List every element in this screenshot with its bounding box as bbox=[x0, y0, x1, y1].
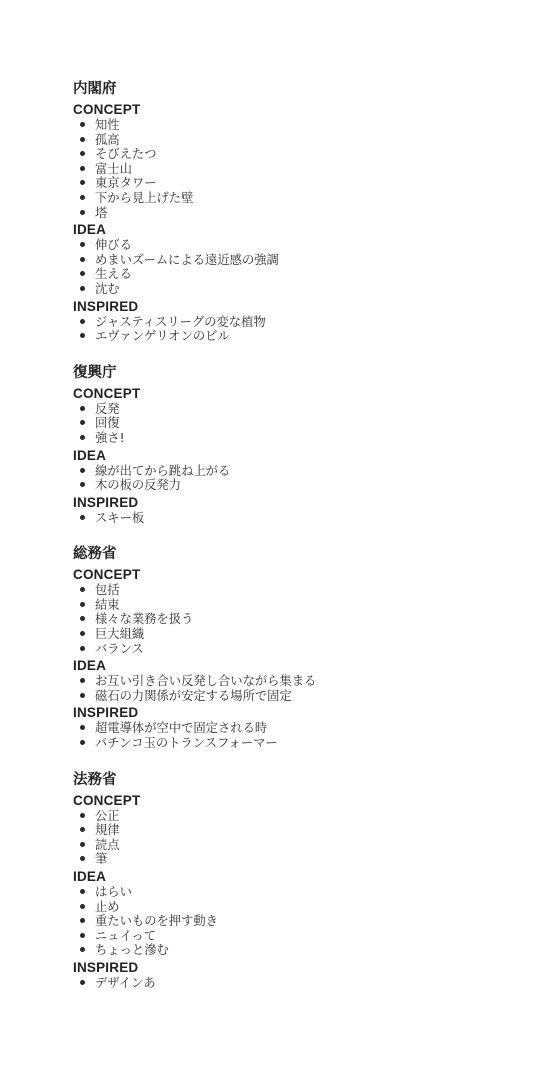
list-item bbox=[73, 315, 540, 330]
list-item bbox=[73, 823, 540, 838]
group-heading-idea: IDEA bbox=[73, 447, 107, 463]
list-item bbox=[73, 809, 540, 824]
list-item bbox=[73, 191, 540, 206]
bullet-icon bbox=[80, 195, 85, 200]
list-item bbox=[73, 253, 540, 268]
list-item bbox=[73, 147, 540, 162]
bullet-icon bbox=[80, 406, 85, 411]
bullet-icon bbox=[80, 151, 85, 156]
bullet-icon bbox=[80, 180, 85, 185]
bullet-icon bbox=[80, 842, 85, 847]
bullet-list bbox=[73, 674, 540, 703]
bullet-icon bbox=[80, 904, 85, 909]
list-item-text: デザインあ bbox=[95, 975, 156, 990]
list-item-text: 結束 bbox=[95, 597, 120, 612]
list-item-text: 規律 bbox=[95, 823, 120, 838]
group-heading-inspired: INSPIRED bbox=[73, 705, 139, 721]
list-item bbox=[73, 721, 540, 736]
bullet-icon bbox=[80, 646, 85, 651]
bullet-icon bbox=[80, 333, 85, 338]
list-item-text: 富士山 bbox=[95, 161, 132, 176]
list-item bbox=[73, 627, 540, 642]
ministry-section bbox=[73, 80, 540, 344]
bullet-list bbox=[73, 402, 540, 446]
list-item-text: ちょっと滲む bbox=[95, 943, 169, 958]
bullet-list bbox=[73, 315, 540, 344]
bullet-list bbox=[73, 809, 540, 867]
list-item-text: 木の板の反発力 bbox=[95, 478, 182, 493]
list-item bbox=[73, 238, 540, 253]
list-item bbox=[73, 943, 540, 958]
list-item bbox=[73, 464, 540, 479]
list-item bbox=[73, 402, 540, 417]
group-heading-idea: IDEA bbox=[73, 222, 107, 238]
list-item-text: 沈む bbox=[95, 281, 120, 296]
group-heading-inspired: INSPIRED bbox=[73, 298, 139, 314]
bullet-list bbox=[73, 976, 540, 991]
bullet-list bbox=[73, 464, 540, 493]
list-item-text: 磁石の力関係が安定する場所で固定 bbox=[95, 688, 292, 703]
bullet-list bbox=[73, 238, 540, 296]
bullet-icon bbox=[80, 420, 85, 425]
list-item bbox=[73, 900, 540, 915]
list-item-text: 重たいものを押す動き bbox=[95, 914, 218, 929]
list-item bbox=[73, 267, 540, 282]
list-item-text: 様々な業務を扱う bbox=[95, 612, 194, 627]
bullet-icon bbox=[80, 813, 85, 818]
bullet-icon bbox=[80, 482, 85, 487]
bullet-icon bbox=[80, 918, 85, 923]
list-item-text: お互い引き合い反発し合いながら集まる bbox=[95, 674, 317, 689]
bullet-icon bbox=[80, 166, 85, 171]
list-item-text: エヴァンゲリオンのビル bbox=[95, 329, 230, 344]
bullet-icon bbox=[80, 210, 85, 215]
list-item bbox=[73, 206, 540, 221]
ministry-title: 法務省 bbox=[73, 771, 117, 788]
bullet-icon bbox=[80, 980, 85, 985]
list-item bbox=[73, 583, 540, 598]
bullet-list bbox=[73, 583, 540, 656]
ministry-title: 総務省 bbox=[73, 546, 117, 563]
bullet-icon bbox=[80, 678, 85, 683]
list-item-text: スキー板 bbox=[95, 510, 145, 525]
bullet-icon bbox=[80, 257, 85, 262]
list-item-text: はらい bbox=[95, 885, 132, 899]
ministry-title: 復興庁 bbox=[73, 364, 117, 381]
ministry-section bbox=[73, 771, 540, 991]
list-item bbox=[73, 885, 540, 900]
list-item-text: 東京タワー bbox=[95, 176, 157, 191]
list-item-text: 止め bbox=[95, 899, 120, 914]
group-heading-concept: CONCEPT bbox=[73, 385, 141, 401]
bullet-icon bbox=[80, 947, 85, 952]
list-item-text: 強さ! bbox=[95, 430, 125, 445]
list-item bbox=[73, 689, 540, 704]
bullet-icon bbox=[80, 271, 85, 276]
bullet-icon bbox=[80, 122, 85, 127]
bullet-icon bbox=[80, 933, 85, 938]
list-item bbox=[73, 736, 540, 751]
list-item bbox=[73, 162, 540, 177]
bullet-list bbox=[73, 511, 540, 526]
ministry-section bbox=[73, 545, 540, 750]
list-item bbox=[73, 133, 540, 148]
bullet-icon bbox=[80, 515, 85, 520]
bullet-icon bbox=[80, 319, 85, 324]
list-item-text: そびえたつ bbox=[95, 147, 157, 162]
list-item-text: ニュイって bbox=[95, 928, 156, 943]
group-heading-concept: CONCEPT bbox=[73, 102, 141, 117]
list-item-text: ジャスティスリーグの変な植物 bbox=[95, 314, 266, 329]
list-item-text: めまいズームによる遠近感の強調 bbox=[95, 252, 279, 267]
bullet-icon bbox=[80, 693, 85, 698]
list-item-text: 伸びる bbox=[95, 238, 132, 253]
bullet-list bbox=[73, 885, 540, 958]
bullet-icon bbox=[80, 602, 85, 607]
group-heading-idea: IDEA bbox=[73, 658, 107, 674]
list-item bbox=[73, 838, 540, 853]
bullet-icon bbox=[80, 856, 85, 861]
bullet-icon bbox=[80, 616, 85, 621]
bullet-icon bbox=[80, 137, 85, 142]
list-item bbox=[73, 642, 540, 657]
list-item bbox=[73, 118, 540, 133]
list-item-text: 巨大組織 bbox=[95, 627, 145, 642]
bullet-icon bbox=[80, 889, 85, 894]
bullet-icon bbox=[80, 468, 85, 473]
bullet-icon bbox=[80, 435, 85, 440]
list-item-text: 孤高 bbox=[95, 132, 120, 147]
list-item bbox=[73, 914, 540, 929]
list-item bbox=[73, 929, 540, 944]
group-heading-concept: CONCEPT bbox=[73, 792, 141, 808]
list-item bbox=[73, 478, 540, 493]
bullet-icon bbox=[80, 827, 85, 832]
list-item bbox=[73, 598, 540, 613]
list-item-text: 公正 bbox=[95, 808, 120, 823]
group-heading-idea: IDEA bbox=[73, 869, 107, 884]
bullet-icon bbox=[80, 286, 85, 291]
list-item bbox=[73, 511, 540, 526]
list-item bbox=[73, 852, 540, 867]
list-item-text: 線が出てから跳ね上がる bbox=[95, 463, 231, 478]
list-item-text: バランス bbox=[95, 641, 144, 656]
bullet-icon bbox=[80, 242, 85, 247]
list-item-text: 生える bbox=[95, 267, 132, 282]
list-item-text: 包括 bbox=[95, 583, 120, 598]
list-item bbox=[73, 976, 540, 991]
list-item bbox=[73, 282, 540, 297]
group-heading-inspired: INSPIRED bbox=[73, 959, 139, 975]
list-item-text: 反発 bbox=[95, 401, 120, 416]
ministry-title: 内閣府 bbox=[73, 81, 117, 97]
list-item-text: 回復 bbox=[95, 416, 120, 431]
list-item bbox=[73, 674, 540, 689]
group-heading-concept: CONCEPT bbox=[73, 567, 141, 583]
list-item-text: 塔 bbox=[95, 205, 108, 220]
list-item-text: パチンコ玉のトランスフォーマー bbox=[95, 736, 278, 751]
bullet-list bbox=[73, 721, 540, 750]
list-item-text: 読点 bbox=[95, 837, 120, 852]
bullet-list bbox=[73, 118, 540, 220]
list-item bbox=[73, 612, 540, 627]
bullet-icon bbox=[80, 740, 85, 745]
list-item bbox=[73, 329, 540, 344]
list-item-text: 下から見上げた壁 bbox=[95, 190, 194, 205]
list-item bbox=[73, 431, 540, 446]
bullet-icon bbox=[80, 631, 85, 636]
bullet-icon bbox=[80, 587, 85, 592]
list-item bbox=[73, 176, 540, 191]
list-item-text: 筆 bbox=[95, 852, 108, 867]
list-item-text: 知性 bbox=[95, 118, 120, 132]
list-item bbox=[73, 416, 540, 431]
list-item-text: 超電導体が空中で固定される時 bbox=[95, 721, 268, 736]
group-heading-inspired: INSPIRED bbox=[73, 494, 139, 510]
bullet-icon bbox=[80, 725, 85, 730]
ministry-section bbox=[73, 364, 540, 526]
